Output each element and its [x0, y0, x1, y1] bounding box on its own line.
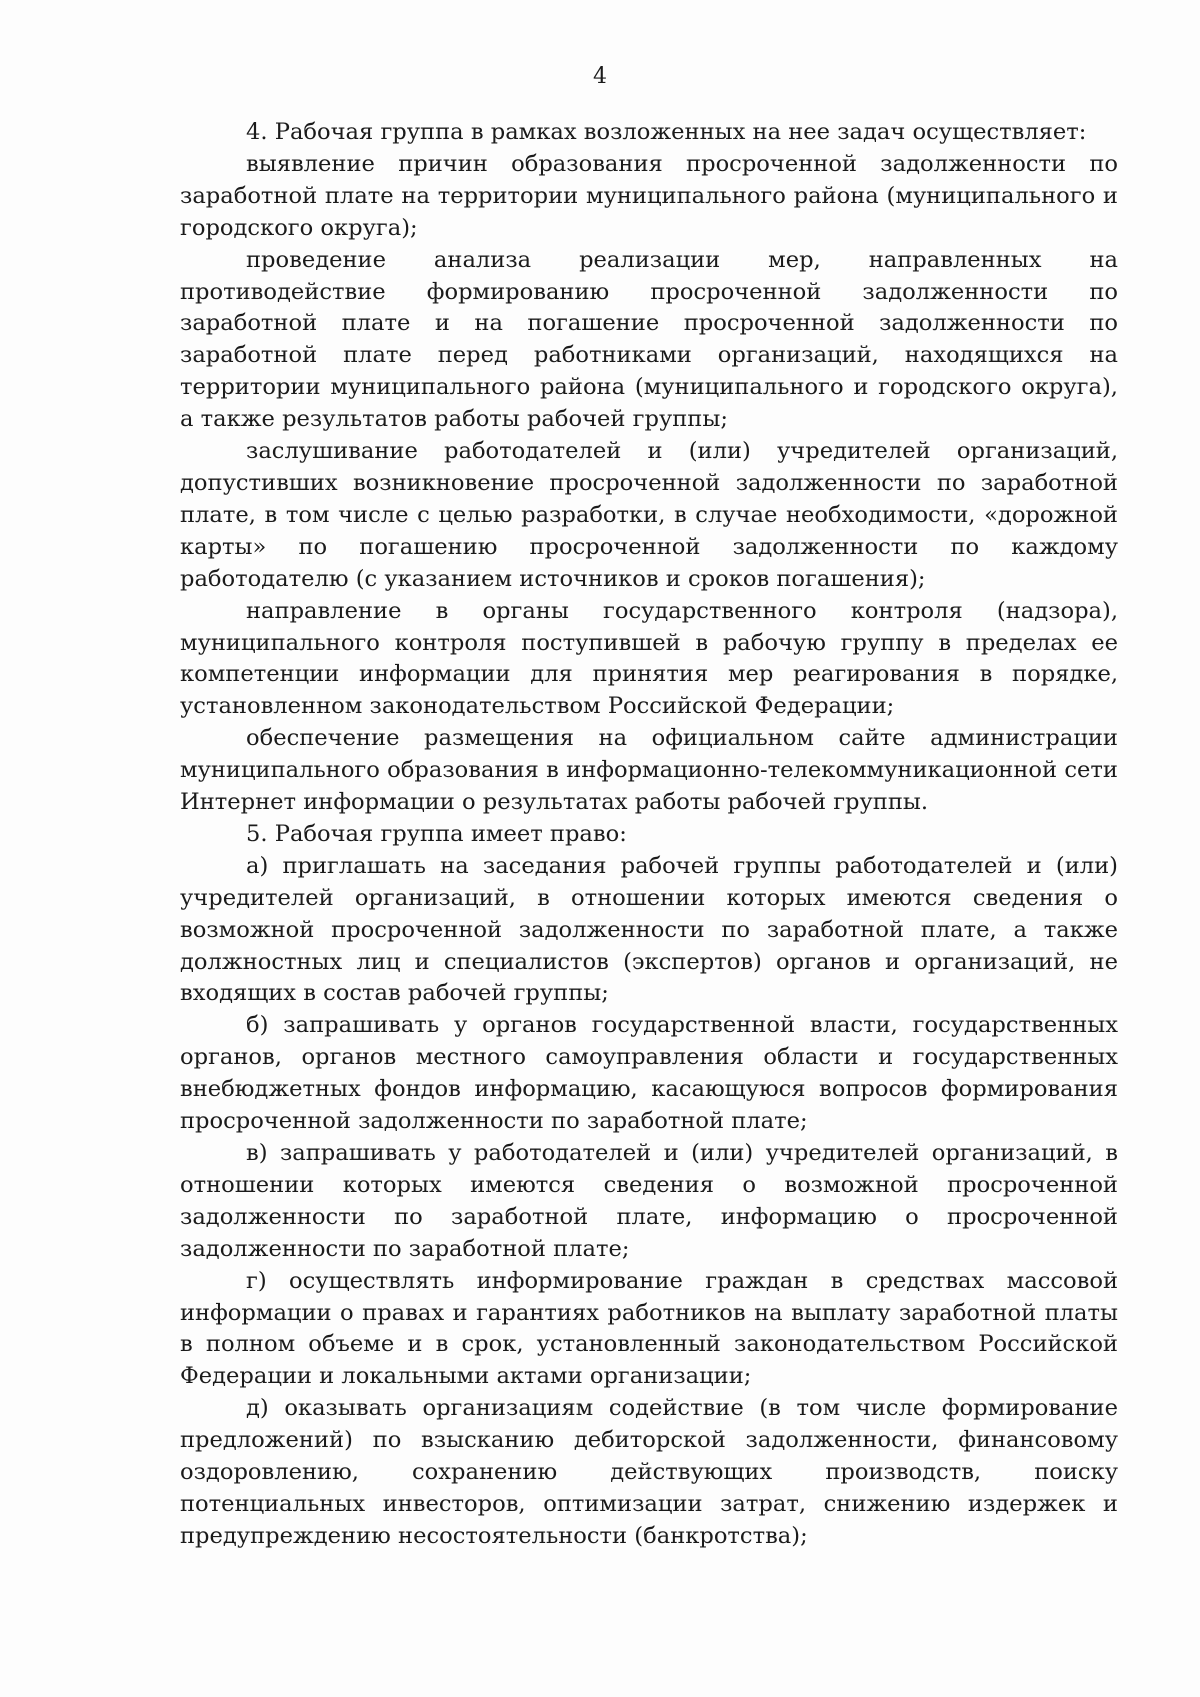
page-number: 4 [593, 64, 607, 89]
paragraph-4-item-3: заслушивание работодателей и (или) учредителей организаций, допустивших возникновение просроченной задолженности по заработной плате, в том числе с целью разработки, в случае необходимости, «дорожной карты» по погашению просроченной задолженности по каждому работодателю (с указанием источников и сроков погашения); [180, 438, 1118, 592]
paragraph-5-item-a: а) приглашать на заседания рабочей группы работодателей и (или) учредителей организаций, в отношении которых имеются сведения о возможной просроченной задолженности по заработной плате, а также должностных лиц и специалистов (экспертов) органов и организаций, не входящих в состав рабочей группы; [180, 852, 1118, 1007]
paragraph-4-item-4: направление в органы государственного контроля (надзора), муниципального контроля поступившей в рабочую группу в пределах ее компетенции информации для принятия мер реагирования в порядке, установленном законодательством Российской Федерации; [180, 597, 1118, 720]
paragraph-4-item-5: обеспечение размещения на официальном сайте администрации муниципального образования в информационно-телекоммуникационной сети Интернет информации о результатах работы рабочей группы. [180, 725, 1118, 816]
document-body [180, 117, 1118, 1553]
paragraph-5-item-b: б) запрашивать у органов государственной власти, государственных органов, органов местного самоуправления области и государственных внебюджетных фондов информацию, касающуюся вопросов формирования просроченной задолженности по заработной плате; [180, 1012, 1118, 1135]
paragraph-4-item-2: проведение анализа реализации мер, направленных на противодействие формированию просроченной задолженности по заработной плате и на погашение просроченной задолженности по заработной плате перед работниками организаций, находящихся на территории муниципального района (муниципального и городского округа), а также результатов работы рабочей группы; [180, 246, 1118, 433]
paragraph-5-item-d: д) оказывать организациям содействие (в том числе формирование предложений) по взысканию дебиторской задолженности, финансовому оздоровлению, сохранению действующих производств, поиску потенциальных инвесторов, оптимизации затрат, снижению издержек и предупреждению несостоятельности (банкротства); [180, 1395, 1118, 1549]
paragraph-5-item-g: г) осуществлять информирование граждан в средствах массовой информации о правах и гарантиях работников на выплату заработной платы в полном объеме и в срок, установленный законодательством Российской Федерации и локальными актами организации; [180, 1267, 1118, 1390]
paragraph-5-intro: 5. Рабочая группа имеет право: [246, 820, 627, 847]
paragraph-4-item-1: выявление причин образования просроченной задолженности по заработной плате на территории муниципального района (муниципального и городского округа); [180, 150, 1118, 241]
paragraph-4-intro: 4. Рабочая группа в рамках возложенных на нее задач осуществляет: [246, 119, 1087, 145]
paragraph-5-item-v: в) запрашивать у работодателей и (или) учредителей организаций, в отношении которых имеются сведения о возможной просроченной задолженности по заработной плате, информацию о просроченной задолженности по заработной плате; [180, 1140, 1118, 1262]
